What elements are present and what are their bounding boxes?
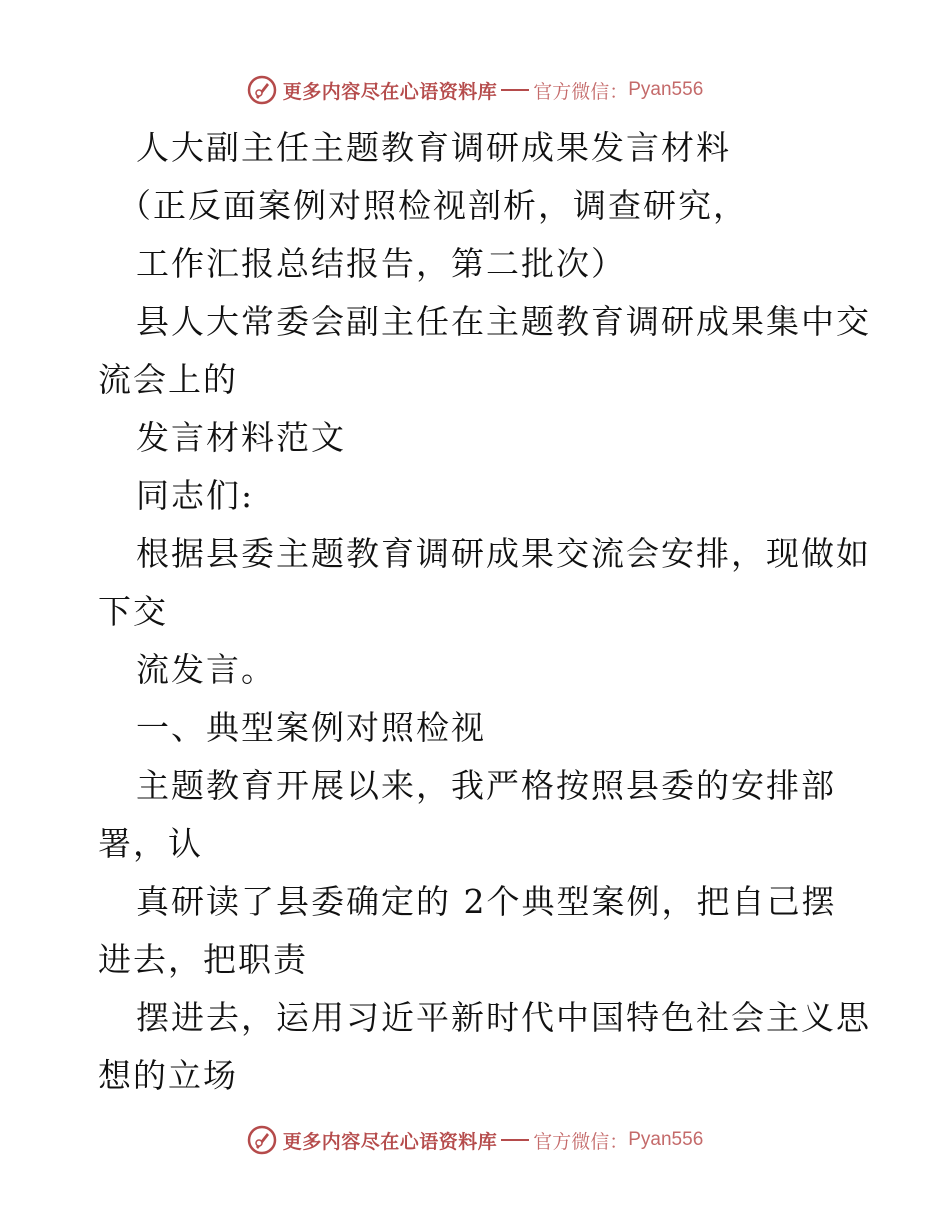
quill-logo-icon <box>247 75 277 105</box>
doc-subtitle-line: （正反面案例对照检视剖析，调查研究， <box>118 186 748 225</box>
watermark-contact-label: 官方微信： <box>533 1130 629 1153</box>
footer-watermark <box>0 1120 950 1160</box>
doc-section-heading: 一、典型案例对照检视 <box>136 708 486 747</box>
doc-heading-line: 县人大常委会副主任在主题教育调研成果集中交 <box>136 302 871 341</box>
watermark-site-text: 更多内容尽在心语资料库 <box>282 1130 498 1153</box>
doc-paragraph-line: 想的立场 <box>98 1056 238 1095</box>
watermark-contact-label: 官方微信： <box>533 80 629 103</box>
doc-paragraph-line: 真研读了县委确定的 2个典型案例，把自己摆 <box>136 882 837 921</box>
watermark-dash <box>501 1139 529 1141</box>
doc-paragraph-line: 摆进去，运用习近平新时代中国特色社会主义思 <box>136 998 871 1037</box>
doc-title-line: 人大副主任主题教育调研成果发言材料 <box>136 128 731 167</box>
watermark-contact-id: Pyan556 <box>628 79 704 100</box>
doc-paragraph-line: 主题教育开展以来，我严格按照县委的安排部 <box>136 766 836 805</box>
doc-salutation: 同志们: <box>136 476 255 515</box>
watermark-site-text: 更多内容尽在心语资料库 <box>282 80 498 103</box>
doc-paragraph-line: 进去，把职责 <box>98 940 308 979</box>
quill-logo-icon <box>247 1125 277 1155</box>
doc-heading-line: 发言材料范文 <box>136 418 346 457</box>
doc-paragraph-line: 署，认 <box>98 824 203 863</box>
header-watermark <box>0 70 950 110</box>
doc-paragraph-line: 流发言。 <box>136 650 276 689</box>
doc-subtitle-line: 工作汇报总结报告，第二批次） <box>136 244 626 283</box>
doc-heading-line: 流会上的 <box>98 360 238 399</box>
watermark-contact-id: Pyan556 <box>628 1129 704 1150</box>
watermark-dash <box>501 89 529 91</box>
doc-paragraph-line: 根据县委主题教育调研成果交流会安排，现做如 <box>136 534 871 573</box>
doc-paragraph-line: 下交 <box>98 592 168 631</box>
